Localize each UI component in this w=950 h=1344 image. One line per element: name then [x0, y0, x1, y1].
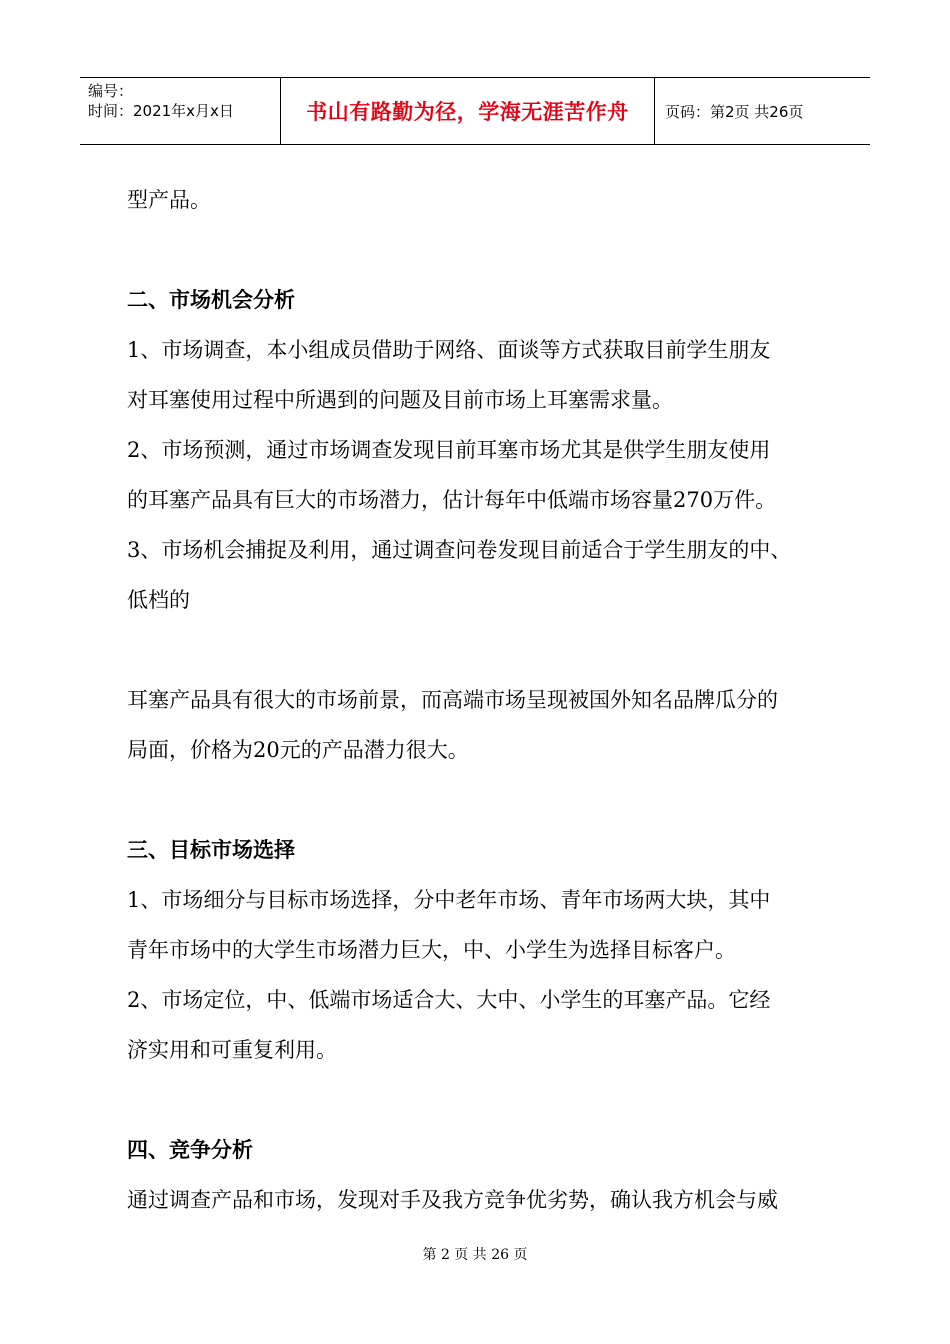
- page-header: [80, 77, 870, 145]
- paragraph-line: 耳塞产品具有很大的市场前景，而高端市场呈现被国外知名品牌瓜分的: [127, 688, 778, 712]
- paragraph-line: 对耳塞使用过程中所遇到的问题及目前市场上耳塞需求量。: [127, 388, 673, 412]
- paragraph-line: 1、市场细分与目标市场选择，分中老年市场、青年市场两大块，其中: [127, 888, 771, 912]
- paragraph-line: 3、市场机会捕捉及利用，通过调查问卷发现目前适合于学生朋友的中、: [127, 538, 792, 562]
- header-meta: [80, 78, 281, 144]
- paragraph-line: 2、市场定位，中、低端市场适合大、大中、小学生的耳塞产品。它经: [127, 988, 771, 1012]
- paragraph-line: 2、市场预测，通过市场调查发现目前耳塞市场尤其是供学生朋友使用: [127, 438, 771, 462]
- paragraph-line: 的耳塞产品具有巨大的市场潜力，估计每年中低端市场容量270万件。: [127, 488, 777, 512]
- document-body: [127, 175, 827, 1225]
- paragraph-line: 型产品。: [127, 188, 211, 212]
- paragraph-line: 济实用和可重复利用。: [127, 1038, 337, 1062]
- paragraph-line: 低档的: [127, 588, 190, 612]
- document-number-label: 编号：: [88, 82, 134, 100]
- section-heading: 二、市场机会分析: [127, 288, 295, 312]
- document-time-label: 时间：2021年x月x日: [88, 102, 234, 120]
- header-motto: 书山有路勤为径，学海无涯苦作舟: [281, 78, 655, 144]
- section-heading: 三、目标市场选择: [127, 838, 295, 862]
- paragraph-line: 通过调查产品和市场，发现对手及我方竞争优劣势，确认我方机会与威: [127, 1188, 778, 1212]
- paragraph-line: 青年市场中的大学生市场潜力巨大，中、小学生为选择目标客户。: [127, 938, 736, 962]
- paragraph-line: 局面，价格为20元的产品潜力很大。: [127, 738, 469, 762]
- page-footer: 第 2 页 共 26 页: [422, 1247, 528, 1263]
- paragraph-line: 1、市场调查，本小组成员借助于网络、面谈等方式获取目前学生朋友: [127, 338, 771, 362]
- header-page-label: 页码：第2页 共26页: [665, 102, 804, 121]
- section-heading: 四、竞争分析: [127, 1138, 253, 1162]
